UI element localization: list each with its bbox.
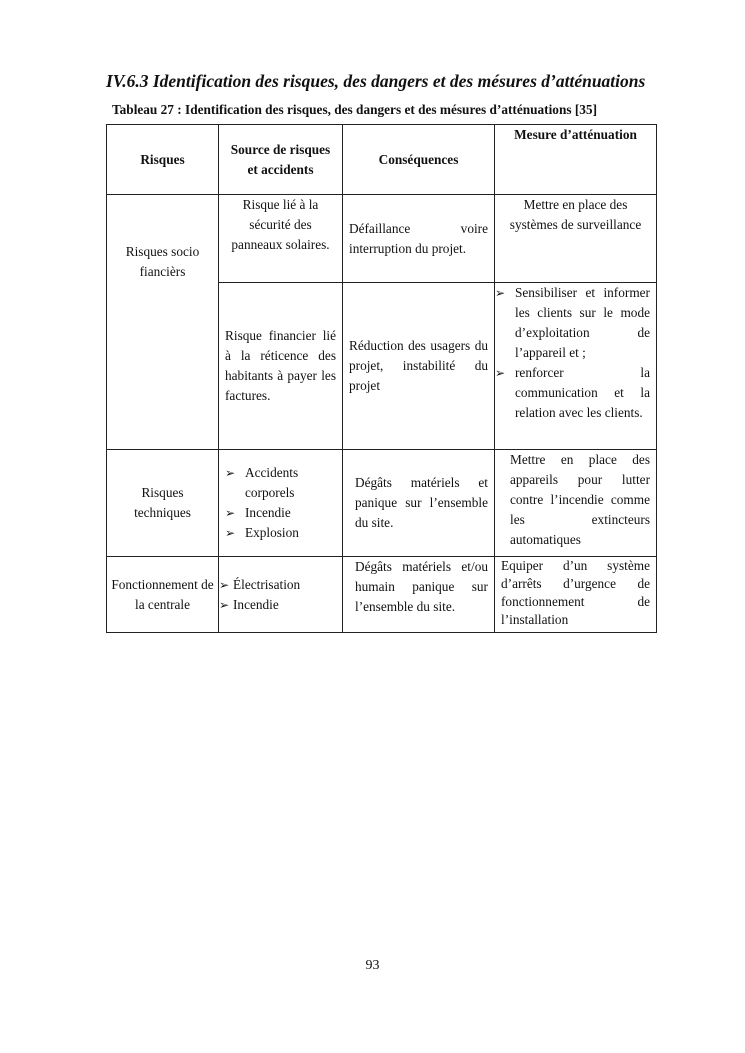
arrowhead-bullet-icon: ➢ — [495, 286, 506, 300]
list-item — [495, 283, 650, 363]
cell-risque-techniques: Risques techniques — [107, 450, 219, 557]
cell-mesure — [495, 283, 657, 450]
list-item — [495, 363, 650, 423]
cell-mesure: Mettre en place des systèmes de surveillance — [495, 195, 657, 283]
mesure-list — [495, 283, 650, 423]
list-item-text: Incendie — [245, 505, 291, 520]
cell-consequence: Défaillance voire interruption du projet. — [343, 195, 495, 283]
list-item — [225, 503, 336, 523]
table-header-row — [107, 125, 657, 195]
list-item-text: Incendie — [233, 596, 279, 612]
cell-source: Risque financier lié à la réticence des habitants à payer les factures. — [219, 283, 343, 450]
list-item-text: Explosion — [245, 525, 299, 540]
arrowhead-bullet-icon: ➢ — [219, 597, 230, 612]
cell-source — [219, 450, 343, 557]
list-item — [219, 595, 336, 615]
source-list — [225, 463, 336, 543]
list-item — [225, 463, 336, 503]
arrowhead-bullet-icon: ➢ — [219, 577, 230, 592]
page-number: 93 — [365, 958, 380, 973]
cell-risque-socio: Risques socio fiancièrs — [107, 195, 219, 450]
table-row — [107, 557, 657, 633]
table-row — [107, 450, 657, 557]
arrowhead-bullet-icon: ➢ — [225, 526, 236, 540]
table-caption: Tableau 27 : Identification des risques, des dangers et des mésures d’atténuations [35] — [112, 102, 597, 117]
header-risques: Risques — [107, 125, 219, 195]
list-item — [225, 523, 336, 543]
list-item-text: Électrisation — [233, 576, 301, 592]
header-mesure: Mesure d’atténuation — [495, 125, 657, 195]
cell-consequence: Dégâts matériels et panique sur l’ensemble du site. — [343, 450, 495, 557]
cell-risque-fonctionnement: Fonctionnement de la centrale — [107, 557, 219, 633]
header-consequences: Conséquences — [343, 125, 495, 195]
cell-source: Risque lié à la sécurité des panneaux solaires. — [219, 195, 343, 283]
cell-mesure: Mettre en place des appareils pour lutter contre l’incendie comme les extincteurs automatiques — [495, 450, 657, 557]
list-item — [219, 575, 336, 595]
section-title: IV.6.3 Identification des risques, des dangers et des mésures d’atténuations — [106, 71, 646, 91]
arrowhead-bullet-icon: ➢ — [495, 366, 506, 380]
source-list — [219, 575, 336, 615]
cell-mesure: Equiper d’un système d’arrêts d’urgence de fonctionnement de l’installation — [495, 557, 657, 633]
cell-consequence: Réduction des usagers du projet, instabilité du projet — [343, 283, 495, 450]
cell-source — [219, 557, 343, 633]
list-item-text: Accidents corporels — [245, 465, 299, 500]
risk-table — [106, 124, 657, 633]
table-row — [107, 195, 657, 283]
list-item-text: Sensibiliser et informer les clients sur le mode d’exploitation de l’appareil et ; — [515, 285, 650, 360]
arrowhead-bullet-icon: ➢ — [225, 506, 236, 520]
list-item-text: renforcer la communication et la relation avec les clients. — [515, 365, 650, 420]
arrowhead-bullet-icon: ➢ — [225, 466, 236, 480]
cell-consequence: Dégâts matériels et/ou humain panique sur l’ensemble du site. — [343, 557, 495, 633]
header-source: Source de risques et accidents — [219, 125, 343, 195]
